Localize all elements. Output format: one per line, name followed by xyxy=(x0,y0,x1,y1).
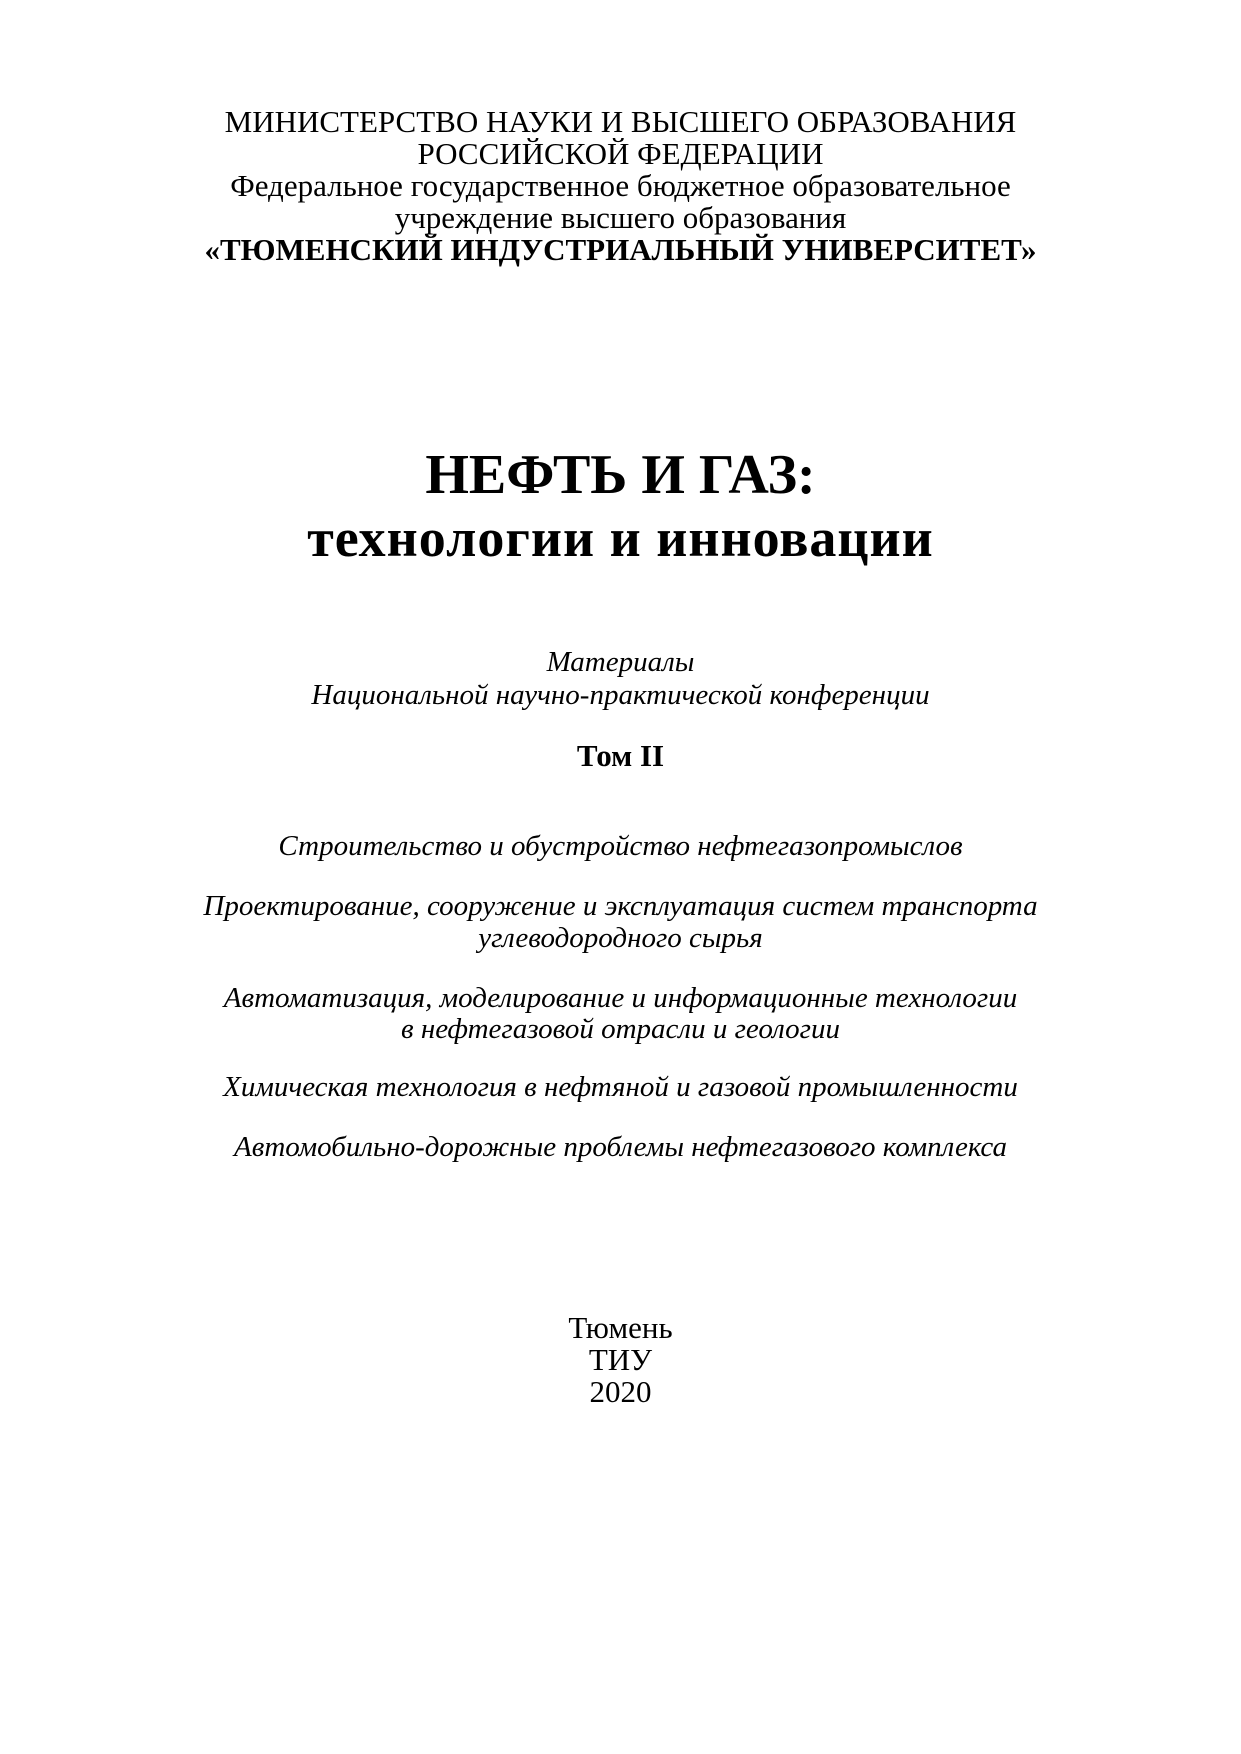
description-line-1: Материалы xyxy=(546,646,695,678)
imprint-year: 2020 xyxy=(589,1374,652,1409)
institution-line-2: учреждение высшего образования xyxy=(394,200,847,235)
description-line-2: Национальной научно-практической конференции xyxy=(311,679,930,711)
ministry-line-1: МИНИСТЕРСТВО НАУКИ И ВЫСШЕГО ОБРАЗОВАНИЯ xyxy=(224,104,1017,139)
section-5: Автомобильно-дорожные проблемы нефтегазового комплекса xyxy=(234,1131,1007,1163)
main-title: НЕФТЬ И ГАЗ: xyxy=(425,444,816,506)
section-1: Строительство и обустройство нефтегазопромыслов xyxy=(278,830,963,862)
subtitle: технологии и инновации xyxy=(307,508,934,568)
section-3-line-2: в нефтегазовой отрасли и геологии xyxy=(401,1013,840,1045)
university-name: «ТЮМЕНСКИЙ ИНДУСТРИАЛЬНЫЙ УНИВЕРСИТЕТ» xyxy=(204,232,1037,267)
institution-line-1: Федеральное государственное бюджетное образовательное xyxy=(230,168,1011,203)
section-3-line-1: Автоматизация, моделирование и информационные технологии xyxy=(223,982,1018,1014)
volume-label: Том II xyxy=(576,738,665,773)
section-4: Химическая технология в нефтяной и газовой промышленности xyxy=(223,1071,1018,1103)
section-2-line-1: Проектирование, сооружение и эксплуатация систем транспорта xyxy=(203,890,1038,922)
imprint-publisher: ТИУ xyxy=(588,1342,653,1377)
ministry-line-2: РОССИЙСКОЙ ФЕДЕРАЦИИ xyxy=(417,136,824,171)
imprint-city: Тюмень xyxy=(568,1310,673,1345)
section-2-line-2: углеводородного сырья xyxy=(478,922,763,954)
